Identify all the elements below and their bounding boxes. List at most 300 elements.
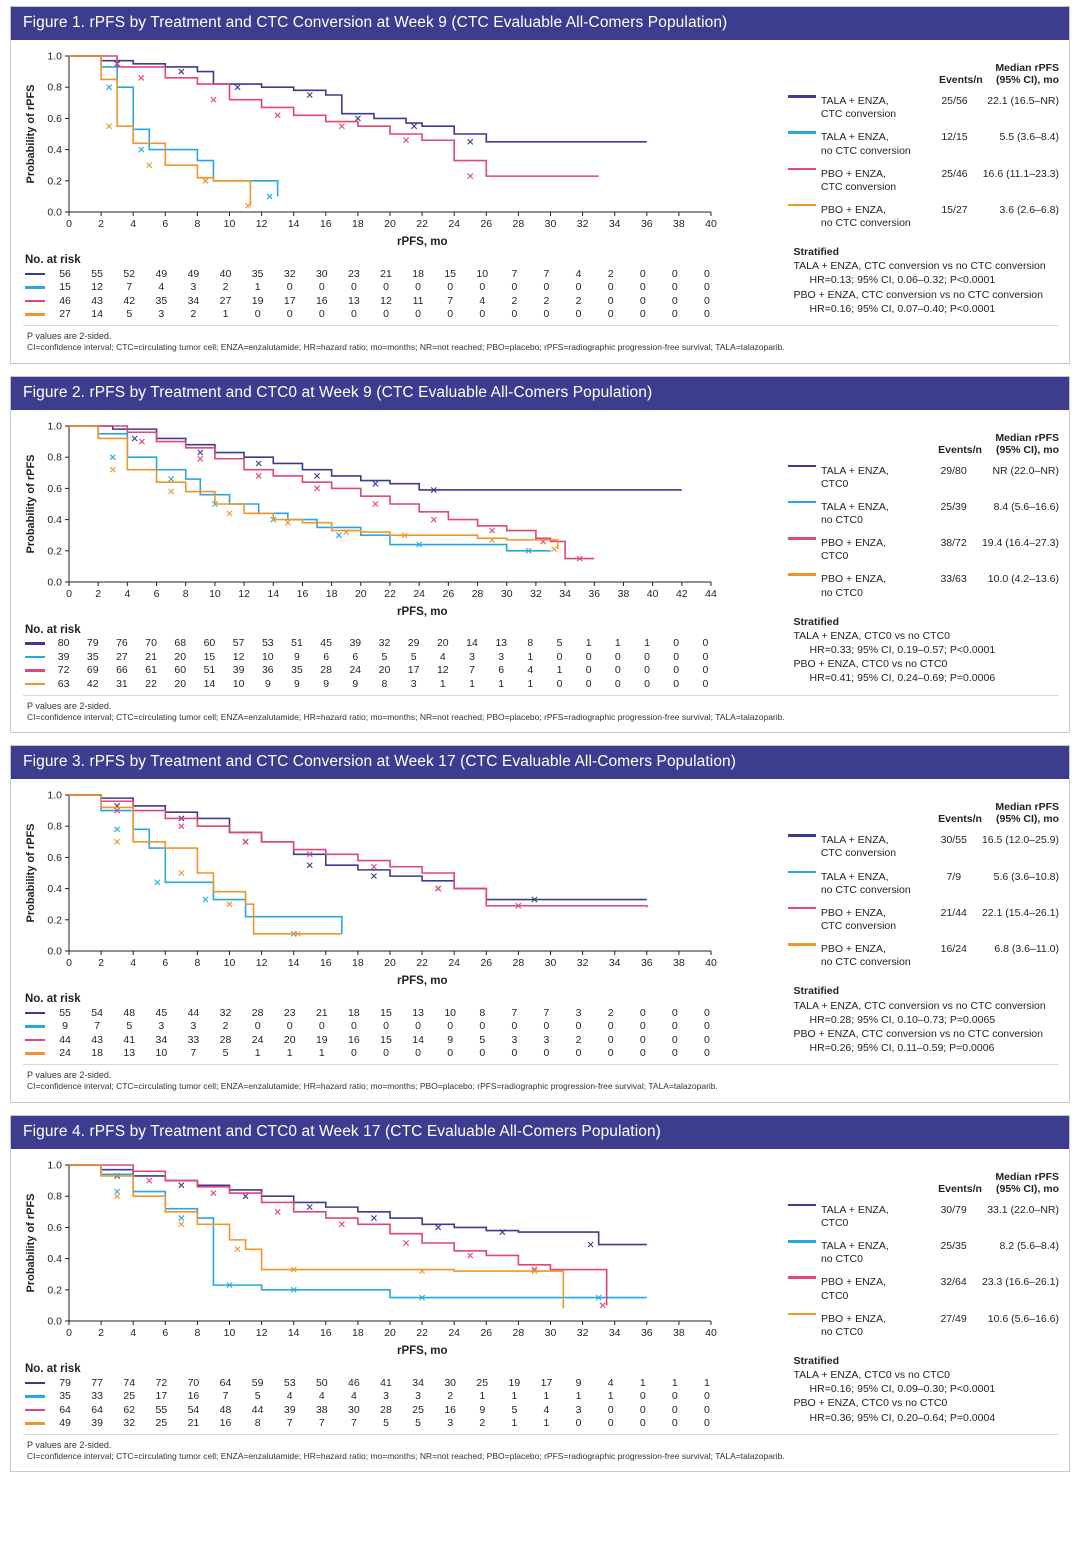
risk-cell: 2 — [607, 1006, 614, 1019]
risk-cell: 15 — [380, 1033, 392, 1046]
risk-cell: 20 — [174, 677, 187, 690]
stratified-block — [788, 615, 1059, 686]
svg-text:0.6: 0.6 — [47, 112, 62, 125]
risk-cell: 15 — [59, 281, 71, 294]
figure-title: Figure 3. rPFS by Treatment and CTC Conversion at Week 17 (CTC Evaluable All-Comers Population) — [11, 746, 1069, 779]
risk-cell: 1 — [607, 1390, 614, 1403]
risk-cell: 7 — [511, 1006, 518, 1019]
svg-text:26: 26 — [442, 587, 455, 600]
risk-cell: 0 — [644, 664, 650, 677]
plot-area — [23, 418, 782, 608]
risk-cell: 0 — [644, 650, 650, 663]
risk-cell: 28 — [251, 1006, 264, 1019]
risk-cell: 1 — [556, 664, 563, 677]
legend-row — [788, 1308, 1059, 1344]
risk-cell: 5 — [410, 650, 417, 663]
risk-cell: 72 — [155, 1376, 168, 1389]
legend-label-line1: TALA + ENZA, — [820, 131, 889, 144]
risk-cell: 2 — [607, 267, 614, 280]
risk-cell: 0 — [639, 1006, 646, 1019]
risk-cell: 48 — [219, 1403, 232, 1416]
risk-cell: 77 — [91, 1376, 103, 1389]
risk-cell: 21 — [380, 267, 392, 280]
legend-label-line1: PBO + ENZA, — [820, 906, 886, 919]
risk-cell: 61 — [145, 664, 157, 677]
risk-cell: 1 — [511, 1390, 518, 1403]
risk-cell: 39 — [232, 664, 245, 677]
table-row — [23, 1020, 723, 1034]
risk-cell: 3 — [575, 1006, 582, 1019]
risk-cell: 0 — [585, 650, 592, 663]
stratified-line: PBO + ENZA, CTC conversion vs no CTC conversion — [793, 288, 1043, 301]
risk-cell: 0 — [639, 1047, 646, 1060]
legend-head-median — [983, 62, 1059, 90]
legend-label — [821, 1308, 925, 1344]
svg-text:4: 4 — [130, 957, 137, 970]
risk-cell: 0 — [415, 308, 421, 321]
svg-text:24: 24 — [448, 1326, 461, 1339]
risk-cell: 3 — [158, 308, 165, 321]
legend-color-swatch — [788, 532, 821, 568]
risk-cell: 0 — [671, 1403, 678, 1416]
risk-cell: 1 — [575, 1390, 582, 1403]
risk-cell: 0 — [511, 281, 518, 294]
legend-row — [788, 496, 1059, 532]
risk-cell: 42 — [123, 294, 136, 307]
svg-text:2: 2 — [98, 957, 105, 970]
legend-median: 33.1 (22.0–NR) — [987, 1203, 1059, 1216]
svg-text:24: 24 — [448, 957, 461, 970]
risk-cell: 43 — [91, 294, 103, 307]
svg-text:10: 10 — [223, 1326, 236, 1339]
risk-cell: 0 — [704, 1047, 710, 1060]
risk-cell: 0 — [254, 1020, 261, 1033]
svg-text:26: 26 — [480, 1326, 493, 1339]
legend-head-median-line2: (95% CI), mo — [995, 1182, 1059, 1195]
risk-table-title: No. at risk — [25, 254, 81, 266]
risk-cell: 24 — [59, 1047, 71, 1060]
risk-cell: 0 — [639, 281, 646, 294]
svg-text:10: 10 — [223, 218, 236, 230]
risk-cell: 0 — [607, 281, 614, 294]
risk-row-key — [23, 267, 49, 281]
risk-cell: 0 — [350, 1047, 357, 1060]
legend-events: 30/55 — [940, 834, 967, 847]
risk-cell: 35 — [291, 664, 303, 677]
legend-column — [782, 1157, 1059, 1425]
risk-cell: 48 — [123, 1006, 136, 1019]
risk-cell: 1 — [498, 677, 505, 690]
risk-table-title: No. at risk — [25, 993, 81, 1006]
legend-label — [821, 1235, 925, 1271]
legend-median: 22.1 (15.4–26.1) — [981, 906, 1059, 919]
legend-head-median-line1: Median rPFS — [995, 431, 1059, 444]
risk-cell: 39 — [349, 637, 362, 650]
legend-color-swatch — [788, 1235, 821, 1271]
risk-cell: 4 — [318, 1390, 325, 1403]
risk-cell: 4 — [158, 281, 165, 294]
svg-text:26: 26 — [480, 218, 493, 230]
svg-text:32: 32 — [576, 218, 589, 230]
legend-label-line2: no CTC0 — [820, 514, 863, 527]
legend-events: 12/15 — [941, 131, 968, 144]
risk-cell: 12 — [436, 664, 449, 677]
risk-cell: 10 — [476, 267, 489, 280]
risk-cell: 17 — [540, 1376, 553, 1389]
risk-cell: 7 — [94, 1020, 101, 1033]
risk-cell: 0 — [585, 664, 592, 677]
risk-cell: 30 — [315, 267, 328, 280]
risk-cell: 6 — [352, 650, 359, 663]
risk-cell: 0 — [383, 1020, 389, 1033]
svg-text:4: 4 — [124, 587, 131, 600]
risk-cell: 16 — [315, 294, 328, 307]
svg-text:0.8: 0.8 — [47, 820, 62, 833]
chart-column — [23, 787, 782, 1060]
legend-median: NR (22.0–NR) — [992, 464, 1059, 477]
risk-cell: 0 — [704, 1033, 710, 1046]
risk-cell: 2 — [222, 1020, 229, 1033]
risk-cell: 13 — [348, 294, 360, 307]
svg-text:10: 10 — [209, 587, 221, 600]
svg-text:32: 32 — [530, 587, 542, 600]
svg-text:28: 28 — [512, 218, 525, 230]
risk-cell: 27 — [59, 308, 71, 321]
risk-cell: 66 — [116, 664, 128, 677]
svg-text:32: 32 — [576, 1326, 589, 1339]
risk-cell: 64 — [219, 1376, 232, 1389]
risk-cell: 0 — [704, 1390, 710, 1403]
stratified-block — [788, 1354, 1059, 1425]
risk-cell: 79 — [86, 637, 99, 650]
risk-cell: 3 — [511, 1033, 518, 1046]
risk-cell: 15 — [380, 1006, 392, 1019]
svg-text:2: 2 — [98, 218, 105, 230]
risk-cell: 40 — [219, 267, 232, 280]
figure-body — [11, 1149, 1069, 1472]
risk-cell: 1 — [543, 1417, 550, 1430]
legend-row — [788, 532, 1059, 568]
figure-footnotes — [23, 1434, 1059, 1468]
risk-cell: 9 — [294, 650, 300, 663]
svg-text:40: 40 — [705, 218, 717, 230]
risk-cell: 0 — [704, 1006, 710, 1019]
plot-area — [23, 1157, 782, 1347]
risk-cell: 64 — [59, 1403, 71, 1416]
risk-cell: 0 — [511, 1047, 518, 1060]
risk-cell: 1 — [286, 1047, 293, 1060]
plot-area — [23, 48, 782, 238]
legend-color-swatch — [788, 568, 821, 604]
risk-cell: 1 — [585, 637, 592, 650]
risk-cell: 0 — [639, 1417, 646, 1430]
legend-column — [782, 418, 1059, 686]
risk-cell: 3 — [543, 1033, 550, 1046]
risk-cell: 0 — [639, 1390, 646, 1403]
table-row — [23, 1389, 723, 1403]
svg-text:0: 0 — [66, 587, 72, 600]
risk-cell: 41 — [123, 1033, 136, 1046]
svg-text:40: 40 — [705, 1326, 717, 1339]
svg-text:12: 12 — [255, 218, 268, 230]
legend-events: 25/39 — [940, 500, 967, 513]
footnote-1: P values are 2-sided. — [27, 1070, 112, 1081]
svg-text:2: 2 — [95, 587, 102, 600]
risk-cell: 0 — [447, 1047, 454, 1060]
legend-events: 38/72 — [940, 537, 967, 550]
svg-text:0.0: 0.0 — [47, 206, 62, 219]
risk-cell: 2 — [575, 294, 582, 307]
stratified-line: HR=0.28; 95% CI, 0.10–0.73; P=0.0065 — [809, 1013, 996, 1026]
risk-cell: 0 — [383, 281, 389, 294]
legend-label-line2: no CTC conversion — [820, 217, 911, 229]
table-row — [23, 308, 723, 322]
risk-table — [23, 1376, 723, 1430]
risk-cell: 21 — [315, 1006, 328, 1019]
risk-cell: 5 — [254, 1390, 261, 1403]
legend-events: 25/56 — [941, 95, 968, 108]
legend-head-blank — [788, 801, 821, 829]
risk-cell: 3 — [575, 1403, 582, 1416]
figure-body — [11, 40, 1069, 363]
legend-row — [788, 460, 1059, 496]
legend-label-line2: CTC0 — [820, 1217, 849, 1230]
risk-cell: 63 — [57, 677, 70, 690]
risk-cell: 39 — [57, 650, 70, 663]
risk-cell: 55 — [155, 1403, 168, 1416]
risk-cell: 0 — [639, 294, 646, 307]
risk-cell: 1 — [254, 281, 261, 294]
legend-head-events: Events/n — [938, 1182, 982, 1195]
legend-events: 25/35 — [940, 1240, 967, 1253]
risk-cell: 60 — [203, 637, 216, 650]
legend-head-median-line2: (95% CI), mo — [995, 443, 1059, 456]
risk-cell: 0 — [607, 1020, 614, 1033]
stratified-line: HR=0.41; 95% CI, 0.24–0.69; P=0.0006 — [809, 672, 996, 685]
svg-text:40: 40 — [646, 587, 659, 600]
risk-cell: 36 — [261, 664, 274, 677]
risk-cell: 35 — [155, 294, 168, 307]
risk-cell: 24 — [349, 664, 362, 677]
legend-head-median-line1: Median rPFS — [995, 62, 1059, 74]
legend-label-line1: PBO + ENZA, — [820, 537, 887, 550]
table-row — [23, 1403, 723, 1417]
plot-area — [23, 787, 782, 977]
risk-cell: 54 — [187, 1403, 200, 1416]
risk-cell: 52 — [123, 267, 136, 280]
legend-events: 25/46 — [941, 167, 968, 180]
legend-color-swatch — [788, 829, 821, 865]
risk-cell: 32 — [123, 1417, 136, 1430]
footnote-1: P values are 2-sided. — [27, 331, 112, 341]
risk-cell: 23 — [283, 1006, 296, 1019]
legend-head-blank — [788, 432, 821, 460]
risk-row-key — [23, 1376, 49, 1390]
risk-cell: 35 — [251, 267, 264, 280]
risk-cell: 0 — [575, 1047, 582, 1060]
risk-cell: 29 — [407, 637, 420, 650]
risk-cell: 33 — [187, 1033, 200, 1046]
risk-cell: 5 — [381, 650, 388, 663]
risk-cell: 0 — [318, 281, 325, 294]
risk-row-key — [23, 281, 49, 295]
risk-cell: 1 — [439, 677, 446, 690]
risk-cell: 15 — [203, 650, 216, 663]
risk-cell: 0 — [704, 267, 710, 280]
legend-label — [821, 938, 926, 974]
stratified-block — [788, 984, 1059, 1055]
legend-median: 16.5 (12.0–25.9) — [981, 834, 1059, 847]
risk-cell: 1 — [222, 308, 229, 321]
risk-cell: 0 — [318, 308, 325, 321]
risk-cell: 0 — [556, 677, 563, 690]
svg-text:0.0: 0.0 — [47, 1315, 62, 1328]
svg-text:30: 30 — [544, 957, 557, 970]
risk-cell: 7 — [286, 1417, 293, 1430]
risk-cell: 51 — [291, 637, 303, 650]
km-plot — [23, 787, 723, 977]
risk-cell: 0 — [286, 281, 293, 294]
risk-cell: 24 — [251, 1033, 264, 1046]
risk-cell: 8 — [527, 637, 534, 650]
legend-color-swatch — [788, 1199, 821, 1235]
risk-cell: 45 — [155, 1006, 168, 1019]
table-row — [23, 1376, 723, 1390]
risk-cell: 21 — [145, 650, 157, 663]
legend-label — [821, 90, 926, 126]
svg-text:38: 38 — [617, 587, 630, 600]
legend-row — [788, 126, 1059, 162]
risk-cell: 6 — [323, 650, 330, 663]
legend-head-median — [982, 801, 1059, 829]
risk-cell: 5 — [479, 1033, 486, 1046]
risk-cell: 0 — [479, 281, 486, 294]
risk-cell: 7 — [447, 294, 454, 307]
risk-cell: 9 — [323, 677, 330, 690]
risk-cell: 62 — [123, 1403, 136, 1416]
svg-text:4: 4 — [130, 1326, 137, 1339]
legend-row — [788, 938, 1059, 974]
risk-cell: 0 — [614, 677, 621, 690]
legend-color-swatch — [788, 460, 821, 496]
table-row — [23, 637, 720, 651]
risk-cell: 5 — [511, 1403, 518, 1416]
svg-text:34: 34 — [608, 957, 621, 970]
svg-text:0.2: 0.2 — [47, 1284, 62, 1297]
risk-cell: 39 — [283, 1403, 296, 1416]
risk-cell: 0 — [702, 650, 709, 663]
risk-cell: 7 — [222, 1390, 229, 1403]
legend-label — [821, 1199, 925, 1235]
risk-cell: 9 — [447, 1033, 454, 1046]
risk-cell: 0 — [318, 1020, 325, 1033]
risk-cell: 19 — [315, 1033, 328, 1046]
risk-cell: 0 — [607, 1033, 614, 1046]
stratified-line: HR=0.33; 95% CI, 0.19–0.57; P<0.0001 — [809, 644, 996, 657]
table-row — [23, 1033, 723, 1047]
risk-row-key — [23, 1006, 49, 1020]
risk-cell: 1 — [527, 677, 534, 690]
svg-text:0: 0 — [66, 218, 72, 230]
svg-text:24: 24 — [413, 587, 426, 600]
risk-cell: 0 — [702, 677, 709, 690]
risk-cell: 1 — [704, 1376, 710, 1389]
risk-cell: 0 — [639, 1403, 646, 1416]
risk-cell: 1 — [469, 677, 475, 690]
risk-cell: 0 — [671, 1047, 678, 1060]
legend-head-median — [982, 432, 1059, 460]
legend-events: 15/27 — [941, 203, 968, 216]
risk-cell: 0 — [543, 308, 550, 321]
risk-cell: 0 — [702, 637, 709, 650]
svg-text:12: 12 — [255, 1326, 268, 1339]
risk-cell: 44 — [59, 1033, 71, 1046]
svg-text:0.8: 0.8 — [47, 451, 62, 464]
svg-text:20: 20 — [384, 1326, 396, 1339]
svg-text:0.4: 0.4 — [47, 144, 62, 157]
risk-cell: 35 — [86, 650, 99, 663]
risk-cell: 32 — [378, 637, 391, 650]
risk-cell: 0 — [575, 308, 582, 321]
svg-text:12: 12 — [255, 957, 268, 970]
svg-text:22: 22 — [416, 218, 428, 230]
risk-cell: 0 — [704, 1403, 710, 1416]
legend-table — [788, 1171, 1059, 1344]
risk-cell: 13 — [412, 1006, 424, 1019]
figure-body — [11, 779, 1069, 1102]
legend-label-line2: no CTC0 — [820, 586, 863, 599]
risk-cell: 0 — [447, 281, 454, 294]
stratified-line: TALA + ENZA, CTC conversion vs no CTC conversion — [793, 260, 1046, 273]
risk-row-key — [23, 1403, 49, 1417]
table-row — [23, 650, 720, 664]
svg-text:38: 38 — [673, 218, 685, 230]
x-axis-title: rPFS, mo — [397, 975, 448, 988]
legend-head-median-line1: Median rPFS — [995, 801, 1059, 814]
table-row — [23, 1416, 723, 1430]
legend-label-line2: no CTC0 — [820, 1253, 863, 1266]
risk-cell: 0 — [479, 1020, 486, 1033]
risk-cell: 15 — [444, 267, 457, 280]
risk-cell: 0 — [671, 308, 678, 321]
risk-cell: 0 — [585, 677, 592, 690]
risk-cell: 27 — [219, 294, 232, 307]
risk-cell: 0 — [415, 281, 421, 294]
risk-cell: 25 — [412, 1403, 424, 1416]
x-axis-title: rPFS, mo — [397, 1344, 448, 1357]
svg-text:18: 18 — [325, 587, 338, 600]
risk-cell: 7 — [543, 1006, 550, 1019]
svg-text:14: 14 — [287, 1326, 300, 1339]
table-row — [23, 1006, 723, 1020]
risk-cell: 31 — [116, 677, 128, 690]
svg-text:20: 20 — [354, 587, 367, 600]
risk-cell: 0 — [607, 1403, 614, 1416]
legend-median: 19.4 (16.4–27.3) — [981, 537, 1059, 550]
legend-row — [788, 829, 1059, 865]
risk-cell: 46 — [348, 1376, 360, 1389]
risk-cell: 0 — [702, 664, 709, 677]
svg-text:Probability of rPFS: Probability of rPFS — [25, 454, 37, 554]
svg-text:30: 30 — [544, 218, 557, 230]
legend-median: 3.6 (2.6–6.8) — [999, 203, 1059, 216]
legend-label — [821, 902, 926, 938]
legend-label — [821, 866, 926, 902]
risk-cell: 59 — [251, 1376, 264, 1389]
svg-text:16: 16 — [296, 587, 309, 600]
risk-row-key — [23, 664, 49, 678]
risk-row-key — [23, 1389, 49, 1403]
